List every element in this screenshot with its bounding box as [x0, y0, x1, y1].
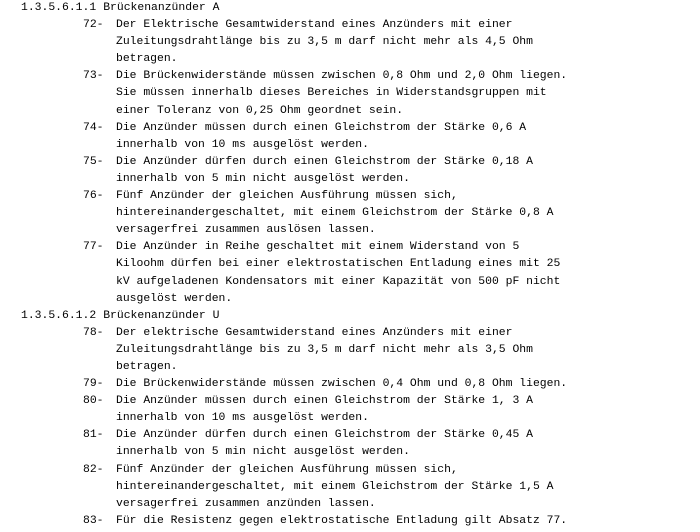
paragraph-line: innerhalb von 5 min nicht ausgelöst werden. — [116, 446, 410, 459]
paragraph-number: 75- — [83, 155, 104, 168]
section-number: 1.3.5.6.1.2 — [21, 309, 97, 322]
paragraph-line: Kiloohm dürfen bei einer elektrostatischen Entladung eines mit 25 — [116, 258, 561, 271]
paragraph-line: Zuleitungsdrahtlänge bis zu 3,5 m darf nicht mehr als 4,5 Ohm — [116, 36, 533, 49]
paragraph-76 — [0, 188, 700, 239]
paragraph-line: betragen. — [116, 53, 178, 66]
paragraph-number: 79- — [83, 378, 104, 391]
paragraph-line: innerhalb von 10 ms ausgelöst werden. — [116, 138, 369, 151]
paragraph-line: Fünf Anzünder der gleichen Ausführung müssen sich, — [116, 463, 458, 476]
paragraph-line: innerhalb von 5 min nicht ausgelöst werden. — [116, 172, 410, 185]
paragraph-line: Der Elektrische Gesamtwiderstand eines Anzünders mit einer — [116, 19, 513, 32]
paragraph-line: Sie müssen innerhalb dieses Bereiches in Widerstandsgruppen mit — [116, 87, 547, 100]
paragraph-number: 83- — [83, 514, 104, 527]
paragraph-line: versagerfrei zusammen auslösen lassen. — [116, 224, 376, 237]
paragraph-number: 72- — [83, 19, 104, 32]
section-heading — [0, 0, 700, 17]
paragraph-line: hintereinandergeschaltet, mit einem Gleichstrom der Stärke 0,8 A — [116, 207, 554, 220]
paragraph-number: 80- — [83, 395, 104, 408]
paragraph-line: Die Anzünder müssen durch einen Gleichstrom der Stärke 0,6 A — [116, 121, 527, 134]
paragraph-72 — [0, 17, 700, 68]
paragraph-line: ausgelöst werden. — [116, 292, 233, 305]
paragraph-line: innerhalb von 10 ms ausgelöst werden. — [116, 412, 369, 425]
paragraph-80 — [0, 393, 700, 427]
paragraph-line: Der elektrische Gesamtwiderstand eines Anzünders mit einer — [116, 326, 513, 339]
paragraph-line: Die Anzünder dürfen durch einen Gleichstrom der Stärke 0,45 A — [116, 429, 533, 442]
section-bruckenanzunder-u — [0, 308, 700, 530]
paragraph-number: 81- — [83, 429, 104, 442]
paragraph-number: 77- — [83, 241, 104, 254]
paragraph-74 — [0, 120, 700, 154]
paragraph-number: 73- — [83, 70, 104, 83]
section-title: Brückenanzünder A — [103, 2, 220, 14]
paragraph-line: Die Anzünder müssen durch einen Gleichstrom der Stärke 1, 3 A — [116, 395, 533, 408]
paragraph-line: Für die Resistenz gegen elektrostatische Entladung gilt Absatz 77. — [116, 514, 568, 527]
paragraph-line: hintereinandergeschaltet, mit einem Gleichstrom der Stärke 1,5 A — [116, 480, 554, 493]
paragraph-79 — [0, 376, 700, 393]
section-heading — [0, 308, 700, 325]
paragraph-line: kV aufgeladenen Kondensators mit einer Kapazität von 500 pF nicht — [116, 275, 561, 288]
paragraph-number: 82- — [83, 463, 104, 476]
paragraph-81 — [0, 427, 700, 461]
paragraph-line: Fünf Anzünder der gleichen Ausführung müssen sich, — [116, 190, 458, 203]
paragraph-number: 76- — [83, 190, 104, 203]
paragraph-82 — [0, 462, 700, 513]
paragraph-77 — [0, 239, 700, 307]
section-number: 1.3.5.6.1.1 — [21, 2, 97, 14]
paragraph-line: Die Anzünder in Reihe geschaltet mit einem Widerstand von 5 — [116, 241, 520, 254]
paragraph-line: Die Brückenwiderstände müssen zwischen 0,8 Ohm und 2,0 Ohm liegen. — [116, 70, 568, 83]
paragraph-line: einer Toleranz von 0,25 Ohm geordnet sein. — [116, 104, 404, 117]
section-title: Brückenanzünder U — [103, 309, 220, 322]
paragraph-number: 74- — [83, 121, 104, 134]
paragraph-line: Zuleitungsdrahtlänge bis zu 3,5 m darf nicht mehr als 3,5 Ohm — [116, 343, 533, 356]
paragraph-75 — [0, 154, 700, 188]
paragraph-number: 78- — [83, 326, 104, 339]
paragraph-line: Die Brückenwiderstände müssen zwischen 0,4 Ohm und 0,8 Ohm liegen. — [116, 378, 568, 391]
paragraph-line: betragen. — [116, 360, 178, 373]
paragraph-73 — [0, 68, 700, 119]
paragraph-line: versagerfrei zusammen anzünden lassen. — [116, 497, 376, 510]
paragraph-line: Die Anzünder dürfen durch einen Gleichstrom der Stärke 0,18 A — [116, 155, 533, 168]
paragraph-78 — [0, 325, 700, 376]
paragraph-83 — [0, 513, 700, 530]
